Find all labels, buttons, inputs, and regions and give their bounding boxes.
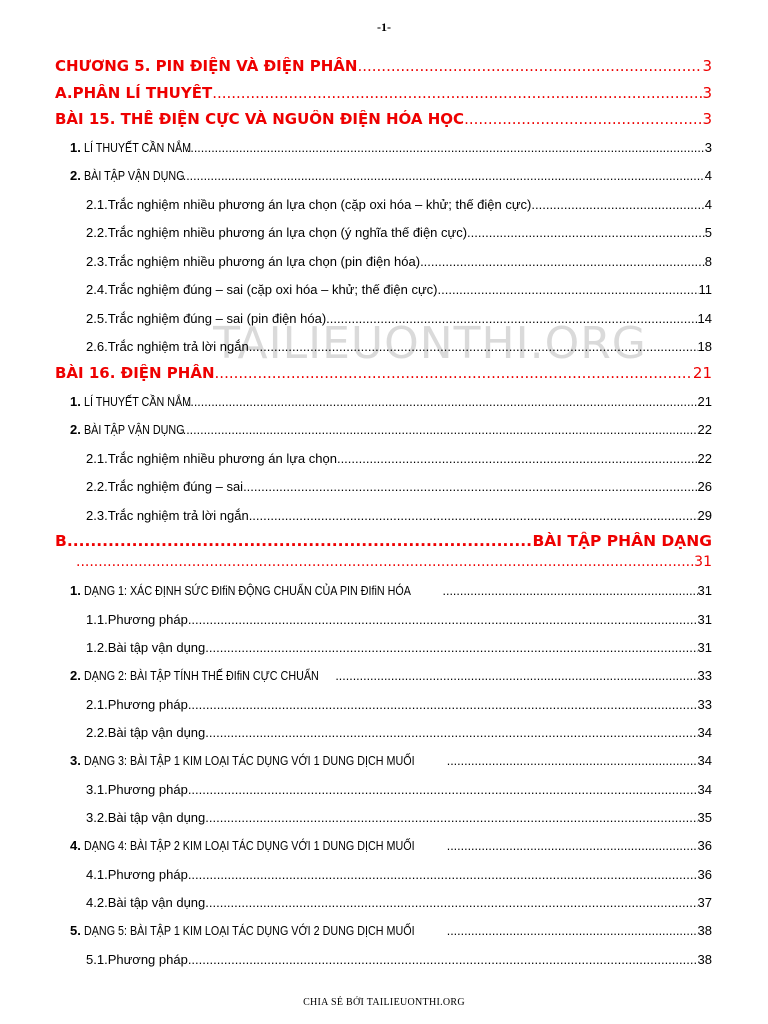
toc-entry-level-0[interactable] — [55, 110, 712, 128]
toc-leader-dots — [447, 754, 698, 768]
toc-entry-number: 2.4. — [86, 282, 108, 297]
toc-leader-dots — [357, 57, 702, 75]
toc-leader-dots — [249, 339, 698, 354]
toc-entry-number: 2.1. — [86, 697, 108, 712]
toc-entry-page: 31 — [694, 554, 712, 570]
toc-leader-dots — [188, 952, 698, 967]
toc-leader-dots — [67, 532, 533, 550]
toc-entry-label: Trắc nghiệm nhiều phương án lựa chọn (ý nghĩa thế điện cực) — [107, 225, 468, 240]
toc-entry-number: 1. — [70, 583, 81, 598]
toc-entry-page: 37 — [697, 895, 712, 910]
toc-entry-page: 31 — [697, 583, 712, 598]
toc-entry-level-1[interactable] — [70, 583, 712, 598]
toc-leader-dots — [464, 110, 702, 128]
toc-entry-label: Phương pháp — [107, 952, 188, 967]
toc-entry-label: BÀI TẬP VẬN DỤNG — [84, 169, 185, 183]
toc-entry-number: 1. — [70, 140, 81, 155]
toc-entry-page: 36 — [697, 838, 712, 853]
toc-leader-dots — [205, 810, 697, 825]
toc-entry-number: 1.2. — [86, 640, 108, 655]
toc-entry-page: 21 — [692, 364, 712, 382]
toc-entry-label: BÀI TẬP PHÂN DẠNG — [532, 532, 712, 550]
toc-entry-level-2[interactable] — [86, 782, 712, 797]
toc-leader-dots — [438, 282, 699, 297]
toc-entry-label: DẠNG 2: BÀI TẬP TÍNH THẾ ĐIfiN CỰC CHUẨN — [84, 669, 320, 683]
toc-entry-page: 38 — [697, 952, 712, 967]
toc-entry-page: 11 — [698, 282, 712, 297]
toc-leader-dots — [205, 725, 697, 740]
toc-leader-dots — [337, 451, 698, 466]
toc-entry-label: A.PHẦN LÍ THUYẾT — [55, 84, 213, 102]
toc-entry-label: BÀI TẬP VẬN DỤNG — [84, 423, 185, 437]
toc-leader-dots — [179, 169, 705, 183]
toc-entry-page: 3 — [702, 110, 712, 128]
toc-entry-level-2[interactable] — [86, 479, 712, 494]
toc-entry-level-2[interactable] — [86, 311, 712, 326]
toc-entry-level-1[interactable] — [70, 668, 712, 683]
toc-entry-page: 36 — [697, 867, 712, 882]
toc-entry-number: 4.1. — [86, 867, 108, 882]
toc-entry-level-2[interactable] — [86, 895, 712, 910]
toc-entry-label: Trắc nghiệm trả lời ngắn — [107, 339, 249, 354]
toc-entry-number: 2.1. — [86, 197, 108, 212]
toc-leader-dots — [326, 311, 697, 326]
toc-leader-dots — [188, 612, 698, 627]
toc-entry-label: Trắc nghiệm trả lời ngắn — [107, 508, 249, 523]
toc-entry-label: BÀI 15. THẾ ĐIỆN CỰC VÀ NGUỒN ĐIỆN HÓA HỌC — [55, 110, 465, 128]
toc-entry-page: 34 — [697, 725, 712, 740]
toc-entry-label: Bài tập vận dụng — [107, 810, 206, 825]
toc-entry-letter: B — [55, 532, 67, 550]
toc-entry-level-2[interactable] — [86, 197, 712, 212]
toc-entry-level-1[interactable] — [70, 923, 712, 938]
toc-entry-label: Trắc nghiệm nhiều phương án lựa chọn — [107, 451, 337, 466]
toc-entry-label: Bài tập vận dụng — [107, 725, 206, 740]
toc-entry-level-2[interactable] — [86, 952, 712, 967]
toc-entry-level-2[interactable] — [86, 508, 712, 523]
toc-entry-label: DẠNG 5: BÀI TẬP 1 KIM LOẠI TÁC DỤNG VỚI 2 DUNG DỊCH MUỐI — [84, 924, 415, 938]
toc-leader-dots — [531, 197, 704, 212]
footer-credit: CHIA SẺ BỞI TAILIEUONTHI.ORG — [303, 997, 465, 1008]
toc-entry-page: 14 — [697, 311, 712, 326]
toc-entry-number: 5.1. — [86, 952, 108, 967]
toc-entry-label: Phương pháp — [107, 782, 188, 797]
toc-entry-page: 5 — [704, 225, 712, 240]
toc-entry-number: 3. — [70, 753, 81, 768]
toc-entry-level-2[interactable] — [86, 810, 712, 825]
toc-entry-number: 2.1. — [86, 451, 108, 466]
toc-entry-label: LÍ THUYẾT CẦN NẮM — [84, 141, 192, 155]
toc-entry-page: 33 — [697, 668, 712, 683]
toc-entry-number: 1.1. — [86, 612, 108, 627]
watermark: TAILIEUONTHI.ORG — [213, 318, 647, 369]
toc-entry-page: 18 — [697, 339, 712, 354]
toc-entry-level-2[interactable] — [86, 282, 712, 297]
toc-entry-number: 2. — [70, 668, 81, 683]
toc-entry-page: 4 — [704, 168, 712, 183]
toc-entry-page: 34 — [697, 753, 712, 768]
toc-entry-page: 3 — [704, 140, 712, 155]
toc-entry-page: 31 — [697, 612, 712, 627]
toc-entry-page: 22 — [697, 451, 712, 466]
toc-entry-level-2[interactable] — [86, 640, 712, 655]
toc-entry-level-0[interactable] — [55, 57, 712, 75]
toc-entry-level-2[interactable] — [86, 451, 712, 466]
toc-entry-number: 2.3. — [86, 508, 108, 523]
toc-entry-label: DẠNG 3: BÀI TẬP 1 KIM LOẠI TÁC DỤNG VỚI 1 DUNG DỊCH MUỐI — [84, 754, 415, 768]
toc-entry-page: 33 — [697, 697, 712, 712]
toc-entry-label: Trắc nghiệm nhiều phương án lựa chọn (cặp oxi hóa – khử; thế điện cực) — [107, 197, 532, 212]
toc-entry-level-1[interactable] — [70, 394, 712, 409]
toc-entry-number: 2.2. — [86, 479, 108, 494]
toc-entry-label: BÀI 16. ĐIỆN PHÂN — [55, 364, 215, 382]
toc-entry-label: Trắc nghiệm nhiều phương án lựa chọn (pin điện hóa) — [107, 254, 421, 269]
toc-entry-page: 3 — [702, 84, 712, 102]
toc-leader-dots — [212, 84, 702, 102]
toc-entry-level-1[interactable] — [70, 422, 712, 437]
toc-leader-dots — [205, 640, 697, 655]
toc-entry-page: 4 — [704, 197, 712, 212]
toc-entry-number: 4. — [70, 838, 81, 853]
toc-leader-dots — [215, 364, 693, 382]
toc-entry-page: 8 — [704, 254, 712, 269]
toc-leader-dots — [188, 867, 698, 882]
toc-entry-label: Trắc nghiệm đúng – sai — [107, 479, 244, 494]
toc-entry-page: 3 — [702, 57, 712, 75]
toc-leader-dots — [335, 669, 697, 683]
toc-leader-dots — [205, 895, 697, 910]
toc-leader-dots — [467, 225, 705, 240]
toc-entry-level-2[interactable] — [86, 612, 712, 627]
toc-entry-page: 26 — [697, 479, 712, 494]
toc-entry-number: 2.3. — [86, 254, 108, 269]
toc-entry-number: 2.2. — [86, 725, 108, 740]
toc-entry-number: 1. — [70, 394, 81, 409]
toc-entry-label: DẠNG 1: XÁC ĐỊNH SỨC ĐIfiN ĐỘNG CHUẨN CỦA PIN ĐIfiN HÓA — [84, 584, 412, 598]
toc-entry-level-2[interactable] — [86, 339, 712, 354]
toc-entry-page: 35 — [697, 810, 712, 825]
toc-entry-page: 22 — [697, 422, 712, 437]
toc-entry-number: 3.1. — [86, 782, 108, 797]
toc-entry-label: Trắc nghiệm đúng – sai (pin điện hóa) — [107, 311, 327, 326]
toc-entry-label: Phương pháp — [107, 697, 188, 712]
toc-entry-label: Bài tập vận dụng — [107, 895, 206, 910]
toc-entry-page: 34 — [697, 782, 712, 797]
toc-entry-page: 38 — [697, 923, 712, 938]
toc-entry-level-1[interactable] — [70, 140, 712, 155]
toc-entry-label: DẠNG 4: BÀI TẬP 2 KIM LOẠI TÁC DỤNG VỚI 1 DUNG DỊCH MUỐI — [84, 839, 415, 853]
toc-entry-level-2[interactable] — [86, 725, 712, 740]
toc-entry-number: 3.2. — [86, 810, 108, 825]
toc-entry-number: 4.2. — [86, 895, 108, 910]
toc-leader-dots — [243, 479, 697, 494]
toc-leader-dots — [188, 782, 698, 797]
toc-leader-dots — [76, 554, 694, 570]
toc-entry-level-2[interactable] — [86, 225, 712, 240]
toc-leader-dots — [447, 839, 698, 853]
toc-leader-dots — [188, 697, 698, 712]
toc-entry-level-1[interactable] — [70, 838, 712, 853]
toc-entry-label: Phương pháp — [107, 612, 188, 627]
toc-entry-section-b-page-line — [76, 554, 712, 570]
toc-entry-page: 29 — [697, 508, 712, 523]
toc-entry-page: 31 — [697, 640, 712, 655]
toc-entry-number: 2. — [70, 422, 81, 437]
toc-entry-number: 5. — [70, 923, 81, 938]
toc-entry-level-2[interactable] — [86, 867, 712, 882]
toc-entry-level-0[interactable] — [55, 364, 712, 382]
toc-entry-level-2[interactable] — [86, 254, 712, 269]
toc-entry-number: 2. — [70, 168, 81, 183]
toc-entry-level-1[interactable] — [70, 168, 712, 183]
toc-entry-label: LÍ THUYẾT CẦN NẮM — [84, 395, 192, 409]
toc-leader-dots — [187, 395, 698, 409]
toc-leader-dots — [447, 924, 698, 938]
toc-entry-label: Trắc nghiệm đúng – sai (cặp oxi hóa – khử; thế điện cực) — [107, 282, 438, 297]
toc-entry-level-1[interactable] — [70, 753, 712, 768]
toc-entry-number: 2.6. — [86, 339, 108, 354]
toc-leader-dots — [443, 584, 698, 598]
toc-leader-dots — [179, 423, 697, 437]
toc-entry-level-0[interactable] — [55, 84, 712, 102]
toc-entry-section-b[interactable] — [55, 532, 712, 550]
page-number: -1- — [377, 20, 391, 34]
toc-entry-number: 2.2. — [86, 225, 108, 240]
toc-leader-dots — [420, 254, 705, 269]
toc-leader-dots — [249, 508, 698, 523]
toc-entry-label: Bài tập vận dụng — [107, 640, 206, 655]
toc-leader-dots — [187, 141, 705, 155]
toc-entry-level-2[interactable] — [86, 697, 712, 712]
toc-entry-label: CHƯƠNG 5. PIN ĐIỆN VÀ ĐIỆN PHÂN — [55, 57, 358, 75]
toc-entry-label: Phương pháp — [107, 867, 188, 882]
toc-entry-number: 2.5. — [86, 311, 108, 326]
toc-entry-page: 21 — [697, 394, 712, 409]
